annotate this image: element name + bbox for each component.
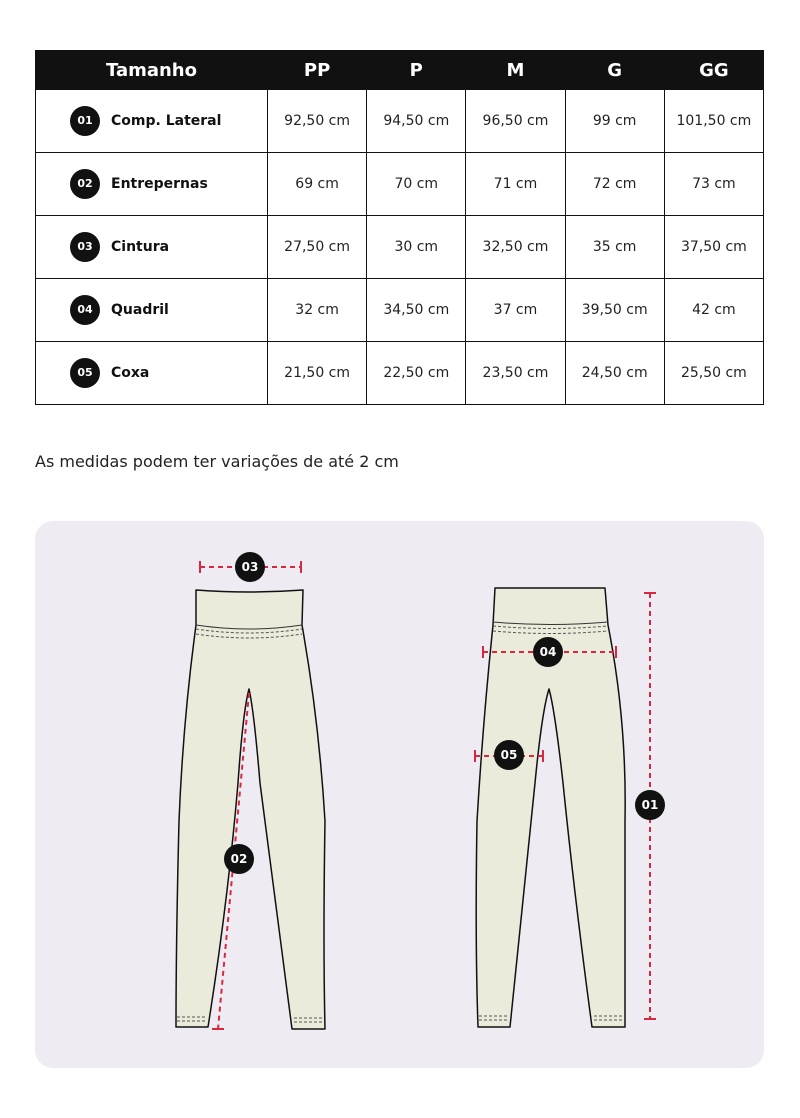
table-cell: 70 cm bbox=[367, 153, 466, 216]
measurement-variation-note: As medidas podem ter variações de até 2 cm bbox=[35, 452, 399, 471]
measure-name: Quadril bbox=[111, 302, 169, 318]
size-chart-table bbox=[35, 50, 764, 405]
measure-label bbox=[36, 279, 268, 342]
measure-number-badge: 03 bbox=[70, 232, 100, 262]
table-cell: 27,50 cm bbox=[268, 216, 367, 279]
table-cell: 99 cm bbox=[565, 90, 664, 153]
table-cell: 42 cm bbox=[664, 279, 763, 342]
measure-number-badge: 05 bbox=[70, 358, 100, 388]
header-g: G bbox=[565, 51, 664, 90]
marker-label: 05 bbox=[500, 748, 518, 762]
header-p: P bbox=[367, 51, 466, 90]
measure-label bbox=[36, 216, 268, 279]
table-cell: 24,50 cm bbox=[565, 342, 664, 405]
marker-label: 04 bbox=[539, 645, 557, 659]
table-cell: 23,50 cm bbox=[466, 342, 565, 405]
measure-name: Comp. Lateral bbox=[111, 113, 222, 129]
table-header-row bbox=[36, 51, 764, 90]
marker-01 bbox=[635, 790, 665, 820]
table-row bbox=[36, 153, 764, 216]
marker-label: 03 bbox=[241, 560, 259, 574]
measure-name: Entrepernas bbox=[111, 176, 208, 192]
table-cell: 37 cm bbox=[466, 279, 565, 342]
table-cell: 94,50 cm bbox=[367, 90, 466, 153]
table-row bbox=[36, 90, 764, 153]
table-cell: 32,50 cm bbox=[466, 216, 565, 279]
measure-number-badge: 01 bbox=[70, 106, 100, 136]
measure-name: Cintura bbox=[111, 239, 170, 255]
table-cell: 39,50 cm bbox=[565, 279, 664, 342]
header-size: Tamanho bbox=[36, 51, 268, 90]
table-cell: 71 cm bbox=[466, 153, 565, 216]
header-m: M bbox=[466, 51, 565, 90]
table-cell: 32 cm bbox=[268, 279, 367, 342]
marker-04 bbox=[533, 637, 563, 667]
table-cell: 96,50 cm bbox=[466, 90, 565, 153]
marker-03 bbox=[235, 552, 265, 582]
table-row bbox=[36, 279, 764, 342]
marker-label: 01 bbox=[641, 798, 659, 812]
measure-label bbox=[36, 342, 268, 405]
table-cell: 35 cm bbox=[565, 216, 664, 279]
leggings-diagram-panel bbox=[35, 521, 764, 1068]
table-cell: 25,50 cm bbox=[664, 342, 763, 405]
table-cell: 101,50 cm bbox=[664, 90, 763, 153]
table-cell: 22,50 cm bbox=[367, 342, 466, 405]
measure-label bbox=[36, 90, 268, 153]
header-pp: PP bbox=[268, 51, 367, 90]
marker-05 bbox=[494, 740, 524, 770]
table-row bbox=[36, 216, 764, 279]
table-cell: 72 cm bbox=[565, 153, 664, 216]
table-cell: 92,50 cm bbox=[268, 90, 367, 153]
table-cell: 69 cm bbox=[268, 153, 367, 216]
marker-02 bbox=[224, 844, 254, 874]
table-cell: 21,50 cm bbox=[268, 342, 367, 405]
table-cell: 34,50 cm bbox=[367, 279, 466, 342]
table-cell: 73 cm bbox=[664, 153, 763, 216]
measure-label bbox=[36, 153, 268, 216]
measure-number-badge: 02 bbox=[70, 169, 100, 199]
leggings-illustration bbox=[35, 521, 764, 1068]
marker-label: 02 bbox=[230, 852, 248, 866]
front-legging-illustration bbox=[176, 590, 325, 1029]
header-gg: GG bbox=[664, 51, 763, 90]
table-cell: 30 cm bbox=[367, 216, 466, 279]
table-cell: 37,50 cm bbox=[664, 216, 763, 279]
measure-name: Coxa bbox=[111, 365, 150, 381]
table-row bbox=[36, 342, 764, 405]
measure-number-badge: 04 bbox=[70, 295, 100, 325]
